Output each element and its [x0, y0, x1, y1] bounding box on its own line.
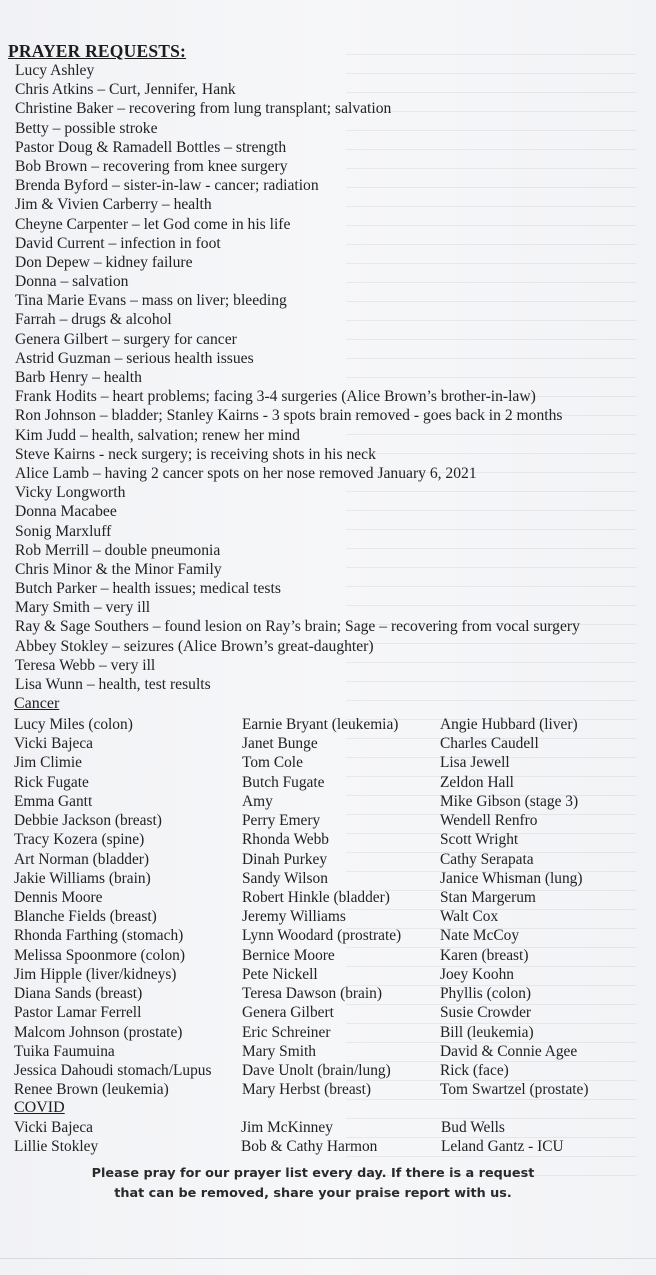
prayer-request-item: Sonig Marxluff — [15, 522, 112, 540]
cancer-column-1 — [14, 715, 211, 1099]
cancer-list-item: Debbie Jackson (breast) — [14, 812, 162, 830]
page-edge — [0, 1258, 656, 1259]
prayer-request-item: Chris Atkins – Curt, Jennifer, Hank — [15, 81, 236, 99]
cancer-list-item: Amy — [242, 792, 273, 810]
prayer-request-list — [15, 61, 580, 694]
prayer-request-item: Farrah – drugs & alcohol — [15, 311, 172, 329]
covid-section-title: COVID — [14, 1099, 65, 1116]
prayer-request-item: Cheyne Carpenter – let God come in his life — [15, 215, 291, 233]
prayer-request-item: Pastor Doug & Ramadell Bottles – strength — [15, 138, 287, 156]
cancer-list-item: Malcom Johnson (prostate) — [14, 1023, 183, 1041]
covid-list-item: Lillie Stokley — [14, 1138, 99, 1156]
cancer-list-item: David & Connie Agee — [440, 1042, 578, 1060]
cancer-list-item: Charles Caudell — [440, 735, 539, 753]
cancer-list-item: Mary Smith — [242, 1042, 316, 1060]
prayer-request-item: Donna Macabee — [15, 503, 117, 521]
covid-column-3 — [441, 1118, 564, 1156]
cancer-list-item: Stan Margerum — [440, 888, 536, 906]
cancer-list-item: Art Norman (bladder) — [14, 850, 150, 868]
cancer-list-item: Wendell Renfro — [440, 812, 538, 830]
cancer-list-item: Janice Whisman (lung) — [440, 869, 583, 887]
cancer-list-item: Genera Gilbert — [242, 1004, 334, 1022]
prayer-request-item: Don Depew – kidney failure — [15, 253, 193, 271]
cancer-list-item: Dinah Purkey — [242, 850, 328, 868]
cancer-list-item: Zeldon Hall — [440, 773, 514, 791]
prayer-request-item: Vicky Longworth — [15, 484, 126, 502]
cancer-list-item: Dave Unolt (brain/lung) — [242, 1061, 391, 1079]
cancer-list-item: Tom Cole — [242, 754, 303, 772]
cancer-list-item: Lucy Miles (colon) — [14, 716, 133, 733]
cancer-list-item: Tracy Kozera (spine) — [14, 831, 145, 849]
cancer-list-item: Jeremy Williams — [242, 908, 346, 926]
cancer-list-item: Jakie Williams (brain) — [14, 869, 151, 887]
prayer-request-item: Bob Brown – recovering from knee surgery — [15, 157, 288, 175]
cancer-list-item: Pastor Lamar Ferrell — [14, 1004, 142, 1022]
prayer-request-item: Brenda Byford – sister-in-law - cancer; radiation — [15, 177, 319, 195]
prayer-request-item: Barb Henry – health — [15, 369, 142, 386]
cancer-list-item: Nate McCoy — [440, 927, 520, 945]
cancer-list-item: Rick Fugate — [14, 773, 89, 791]
prayer-request-item: Christine Baker – recovering from lung transplant; salvation — [15, 100, 392, 118]
prayer-request-item: Mary Smith – very ill — [15, 599, 151, 617]
cancer-list-item: Lynn Woodard (prostrate) — [242, 927, 402, 945]
prayer-request-item: Steve Kairns - neck surgery; is receiving shots in his neck — [15, 445, 376, 463]
prayer-request-item: Chris Minor & the Minor Family — [15, 560, 222, 578]
cancer-list-item: Dennis Moore — [14, 888, 103, 906]
prayer-request-item: Genera Gilbert – surgery for cancer — [15, 330, 237, 348]
covid-list-item: Bob & Cathy Harmon — [241, 1138, 378, 1156]
prayer-request-item: Tina Marie Evans – mass on liver; bleeding — [15, 292, 287, 310]
footer-note — [0, 1164, 626, 1204]
cancer-list-item: Vicki Bajeca — [14, 735, 93, 753]
prayer-request-item: Lucy Ashley — [15, 62, 95, 79]
cancer-list-item: Rick (face) — [440, 1061, 509, 1079]
cancer-list-item: Pete Nickell — [242, 965, 318, 983]
cancer-column-3 — [440, 715, 589, 1099]
cancer-list-item: Janet Bunge — [242, 735, 318, 753]
footer-line-2: that can be removed, share your praise report with us. — [114, 1186, 512, 1201]
cancer-list-item: Mary Herbst (breast) — [242, 1081, 372, 1099]
cancer-list-item: Eric Schreiner — [242, 1023, 331, 1041]
cancer-list-item: Jessica Dahoudi stomach/Lupus — [14, 1061, 212, 1079]
cancer-list-item: Renee Brown (leukemia) — [14, 1081, 169, 1099]
covid-column-1 — [14, 1118, 98, 1156]
cancer-list-item: Mike Gibson (stage 3) — [440, 792, 579, 810]
prayer-request-item: Ron Johnson – bladder; Stanley Kairns - 3 spots brain removed - goes back in 2 months — [15, 407, 563, 425]
cancer-list-item: Emma Gantt — [14, 792, 93, 810]
cancer-list-item: Cathy Serapata — [440, 850, 534, 868]
prayer-request-item: Rob Merrill – double pneumonia — [15, 541, 221, 559]
covid-list-item: Leland Gantz - ICU — [441, 1138, 564, 1156]
cancer-list-item: Robert Hinkle (bladder) — [242, 888, 390, 906]
prayer-request-item: Donna – salvation — [15, 273, 129, 291]
cancer-list-item: Earnie Bryant (leukemia) — [242, 716, 399, 733]
cancer-list-item: Tuika Faumuina — [14, 1042, 115, 1060]
cancer-list-item: Scott Wright — [440, 831, 519, 849]
cancer-list-item: Jim Climie — [14, 754, 82, 772]
cancer-list-item: Susie Crowder — [440, 1004, 532, 1022]
cancer-list-item: Lisa Jewell — [440, 754, 510, 772]
cancer-list-item: Rhonda Farthing (stomach) — [14, 927, 184, 945]
page-heading: PRAYER REQUESTS: — [8, 41, 187, 61]
prayer-request-item: Teresa Webb – very ill — [15, 656, 156, 674]
cancer-list-item: Butch Fugate — [242, 773, 325, 791]
cancer-list-item: Blanche Fields (breast) — [14, 908, 157, 926]
cancer-column-2 — [242, 715, 401, 1099]
prayer-request-item: Jim & Vivien Carberry – health — [15, 196, 212, 214]
footer-line-1: Please pray for our prayer list every day. If there is a request — [91, 1166, 535, 1181]
covid-list-item: Vicki Bajeca — [14, 1119, 93, 1136]
cancer-list-item: Joey Koohn — [440, 965, 514, 983]
prayer-request-item: David Current – infection in foot — [15, 234, 221, 252]
cancer-list-item: Diana Sands (breast) — [14, 985, 143, 1003]
cancer-list-item: Rhonda Webb — [242, 831, 329, 849]
cancer-list-item: Bernice Moore — [242, 946, 335, 964]
prayer-request-item: Butch Parker – health issues; medical tests — [15, 580, 281, 598]
cancer-list-item: Melissa Spoonmore (colon) — [14, 946, 185, 964]
prayer-request-item: Astrid Guzman – serious health issues — [15, 349, 254, 367]
cancer-list-item: Tom Swartzel (prostate) — [440, 1081, 589, 1099]
cancer-list-item: Bill (leukemia) — [440, 1023, 534, 1041]
cancer-list-item: Phyllis (colon) — [440, 985, 532, 1003]
covid-list-item: Jim McKinney — [241, 1119, 333, 1136]
cancer-list-item: Teresa Dawson (brain) — [242, 985, 382, 1003]
cancer-list-item: Karen (breast) — [440, 946, 529, 964]
prayer-request-item: Lisa Wunn – health, test results — [15, 676, 211, 693]
prayer-request-item: Ray & Sage Southers – found lesion on Ray’s brain; Sage – recovering from vocal surgery — [15, 618, 580, 636]
covid-list-item: Bud Wells — [441, 1119, 505, 1136]
prayer-request-item: Kim Judd – health, salvation; renew her mind — [15, 426, 300, 444]
covid-column-2 — [241, 1118, 377, 1156]
cancer-list-item: Angie Hubbard (liver) — [440, 716, 578, 733]
cancer-section-title: Cancer — [14, 695, 60, 712]
cancer-list-item: Sandy Wilson — [242, 869, 328, 887]
prayer-request-item: Alice Lamb – having 2 cancer spots on her nose removed January 6, 2021 — [15, 464, 477, 482]
prayer-request-item: Abbey Stokley – seizures (Alice Brown’s great-daughter) — [15, 637, 374, 655]
cancer-list-item: Perry Emery — [242, 812, 321, 830]
prayer-request-item: Frank Hodits – heart problems; facing 3-4 surgeries (Alice Brown’s brother-in-law) — [15, 388, 536, 406]
cancer-list-item: Jim Hipple (liver/kidneys) — [14, 965, 177, 983]
cancer-list-item: Walt Cox — [440, 908, 499, 926]
prayer-request-item: Betty – possible stroke — [15, 119, 158, 137]
